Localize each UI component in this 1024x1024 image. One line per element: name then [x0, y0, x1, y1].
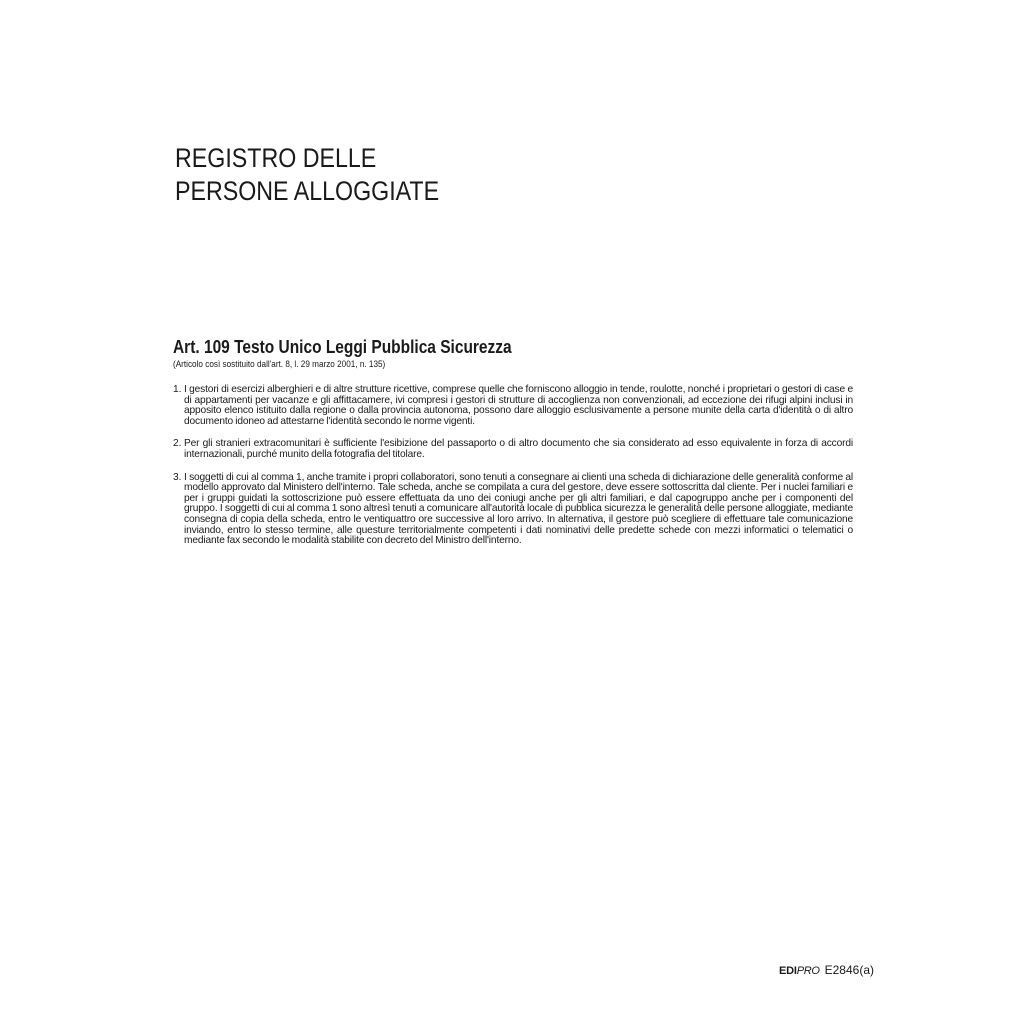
page-title-line-1: REGISTRO DELLE — [175, 143, 377, 173]
footer — [779, 963, 874, 977]
clause-item — [173, 385, 853, 427]
edipro-logo — [779, 965, 820, 977]
clause-text: I gestori di esercizi alberghieri e di altre strutture ricettive, comprese quelle che forniscono alloggio in tende, roulotte, nonché i proprietari o gestori di case e di appartamenti per vacanze e gli affittacamere, ivi compresi i gestori di strutture di accoglienza non convenzionali, ad eccezione dei rifugi alpini inclusi in apposito elenco istituito dalla regione o dalla provincia autonoma, possono dare alloggio esclusivamente a persone munite della carta d'identità o di altro documento idoneo ad attestarne l'identità secondo le norme vigenti. — [184, 384, 853, 427]
brand-name-edi: EDI — [778, 965, 797, 977]
clause-number: 2. — [173, 438, 182, 450]
brand-name-pro: PRO — [796, 965, 820, 977]
page-title-line-2: PERSONE ALLOGGIATE — [175, 176, 440, 206]
article-heading: Art. 109 Testo Unico Leggi Pubblica Sicurezza — [173, 337, 512, 357]
clause-item — [173, 473, 853, 547]
clause-number: 3. — [173, 471, 182, 483]
product-code: E2846(a) — [824, 963, 874, 977]
article-section — [173, 336, 853, 559]
clause-text: Per gli stranieri extracomunitari è sufficiente l'esibizione del passaporto o di altro documento che sia considerato ad esso equivalente in forza di accordi internazionali, purché munito della fotografia del titolare. — [184, 438, 853, 460]
clause-text: I soggetti di cui al comma 1, anche tramite i propri collaboratori, sono tenuti a consegnare ai clienti una scheda di dichiarazione delle generalità conforme al modello approvato dal Ministero dell'interno. Tale scheda, anche se compilata a cura del gestore, deve essere sottoscritta dal cliente. Per i nuclei familiari e per i gruppi guidati la sottoscrizione può essere effettuata da uno dei coniugi anche per gli altri familiari, e dal capogruppo anche per i componenti del gruppo. I soggetti di cui al comma 1 sono altresì tenuti a comunicare all'autorità locale di pubblica sicurezza le generalità delle persone alloggiate, mediante consegna di copia della scheda, entro le ventiquattro ore successive al loro arrivo. In alternativa, il gestore può scegliere di effettuare tale comunicazione inviando, entro lo stesso termine, alle questure territorialmente competenti i dati nominativi delle predette schede con mezzi informatici o telematici o mediante fax secondo le modalità stabilite con decreto del Ministro dell'interno. — [184, 471, 853, 547]
clause-list — [173, 385, 853, 547]
clause-item — [173, 439, 853, 460]
page-title — [175, 142, 439, 208]
clause-number: 1. — [173, 384, 182, 395]
article-subheading: (Articolo così sostituito dall'art. 8, l. 29 marzo 2001, n. 135) — [173, 359, 386, 370]
